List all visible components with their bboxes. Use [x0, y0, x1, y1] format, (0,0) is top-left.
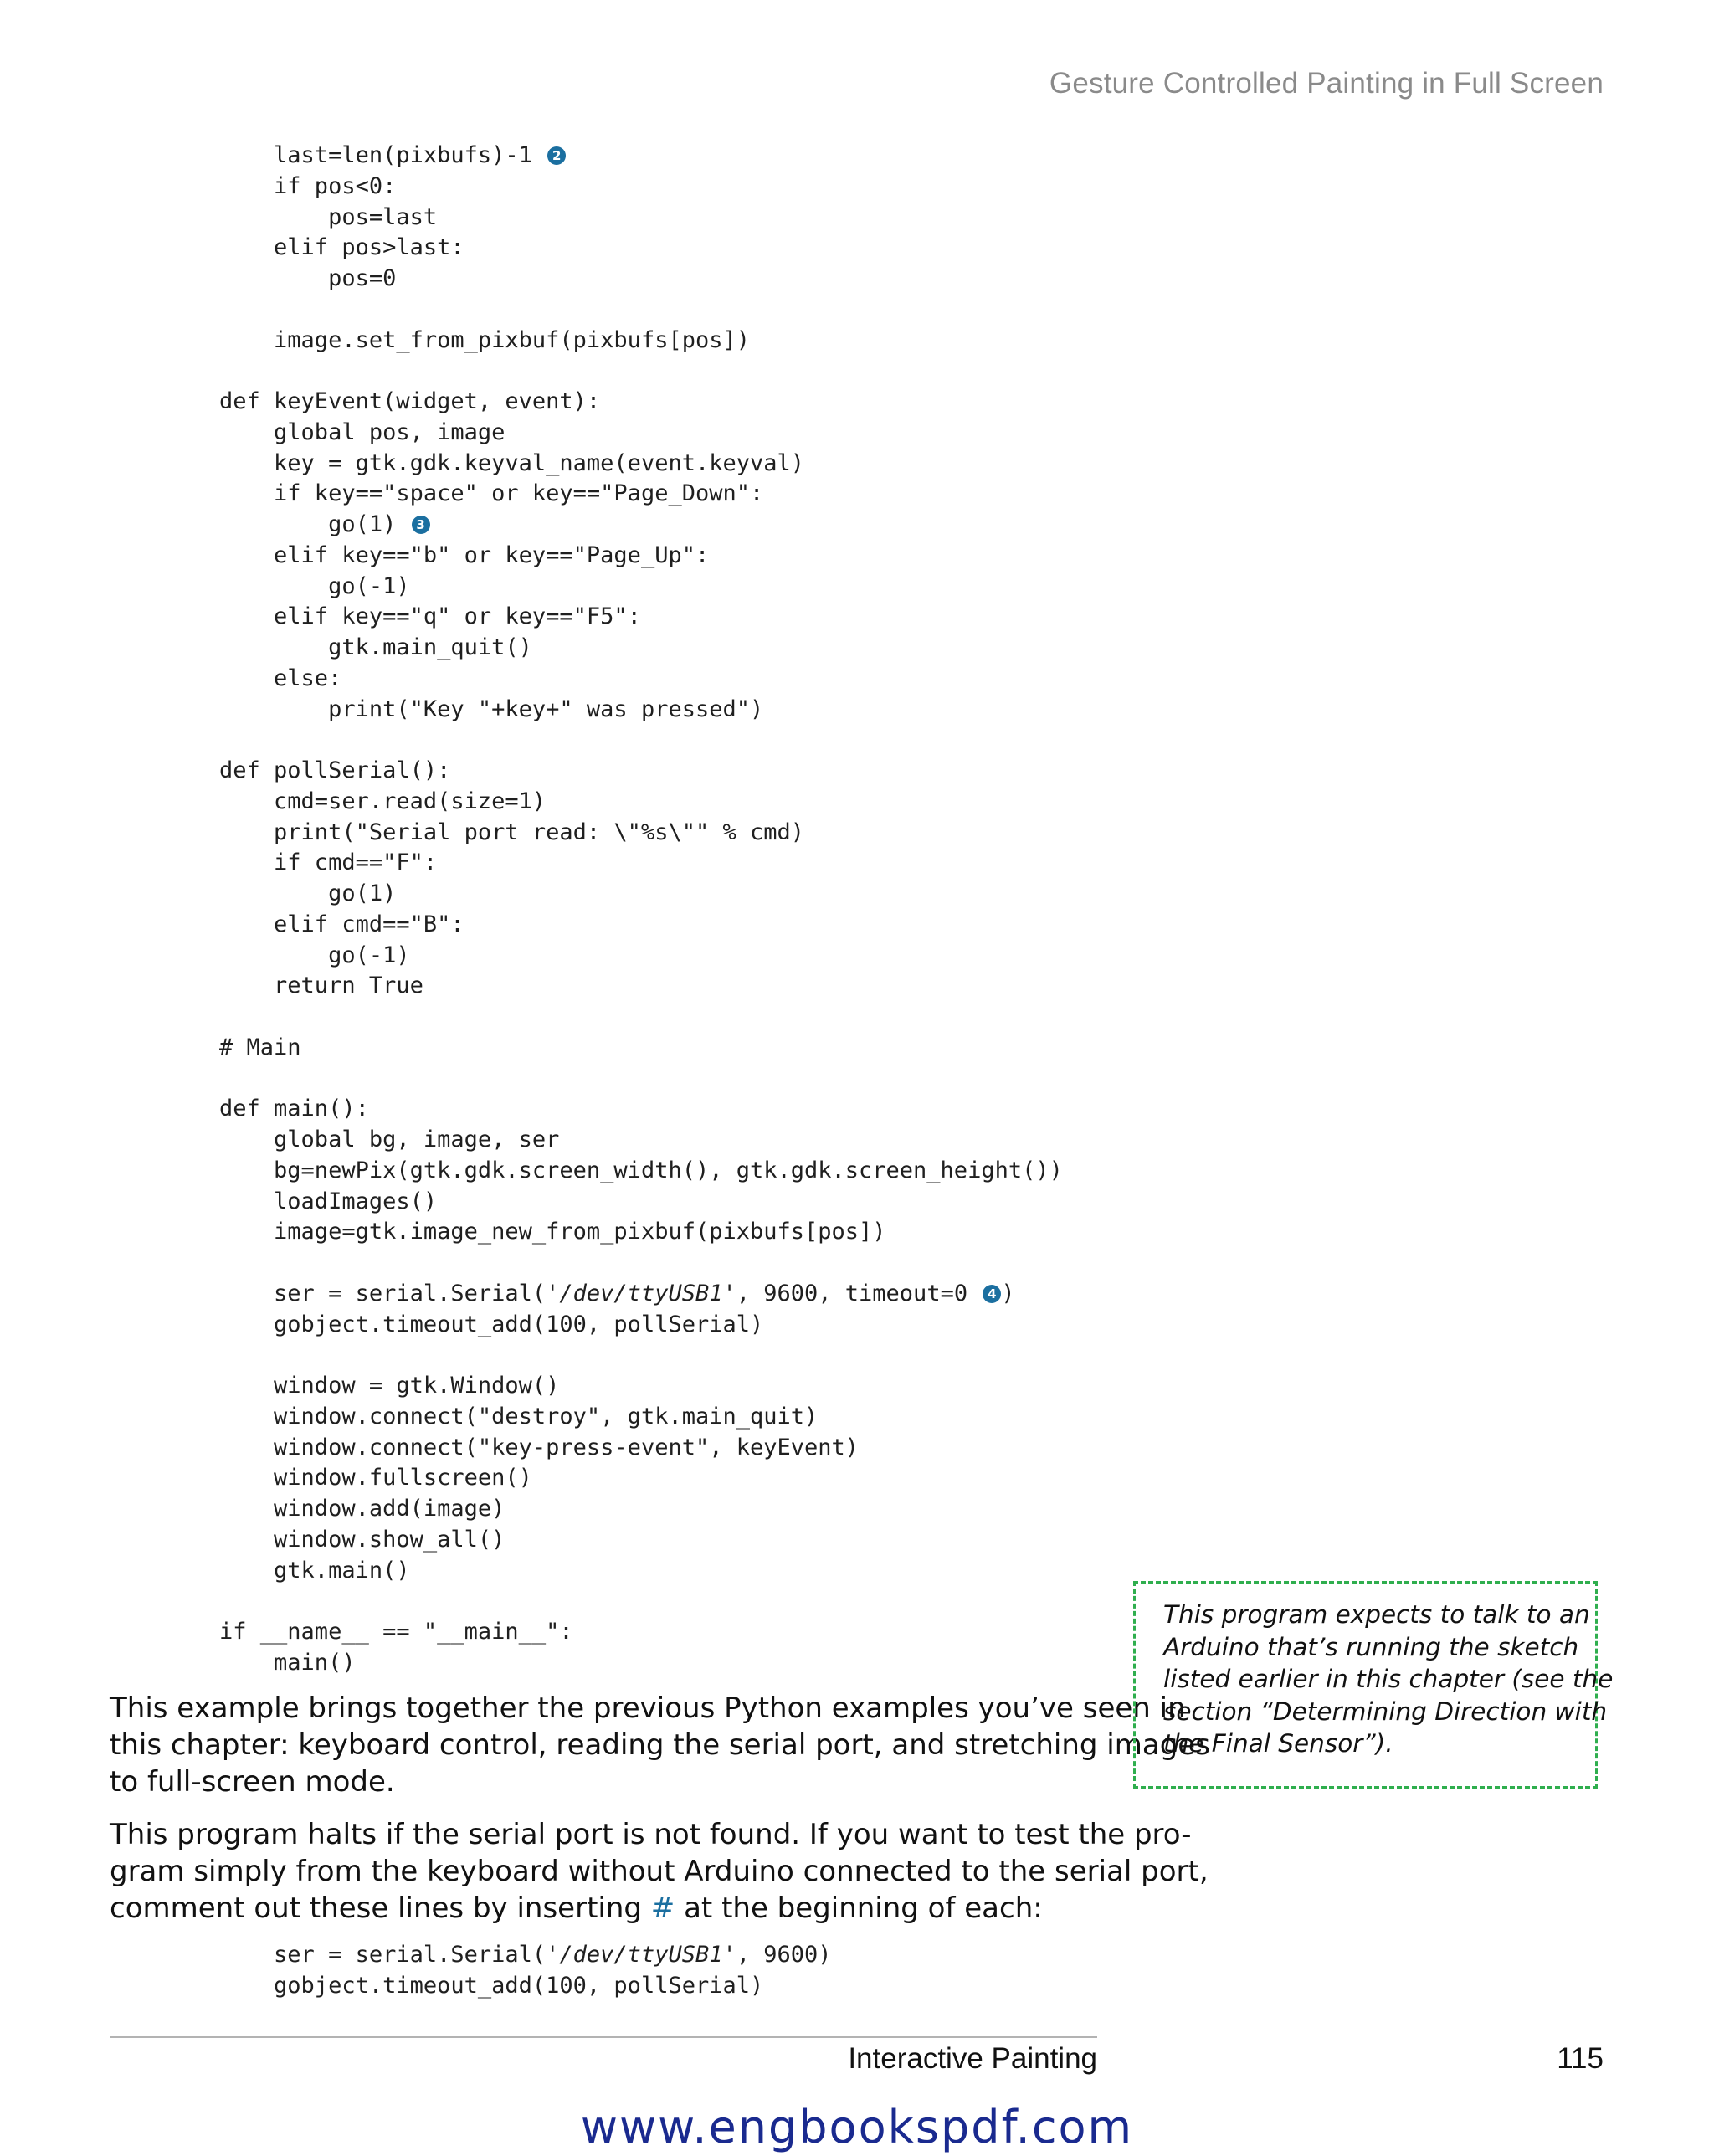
code-line: [165, 295, 1063, 326]
code-line: # Main: [165, 1034, 301, 1060]
paragraph-line: gram simply from the keyboard without Arduino connected to the serial port,: [110, 1855, 1209, 1888]
code-line: gtk.main_quit(): [165, 634, 532, 660]
watermark-link[interactable]: www.engbookspdf.com: [580, 2101, 1134, 2153]
code-line: image=gtk.image_new_from_pixbuf(pixbufs[pos]): [165, 1219, 886, 1245]
code-listing: [165, 141, 1063, 1679]
code-line: bg=newPix(gtk.gdk.screen_width(), gtk.gdk.screen_height()): [165, 1157, 1063, 1183]
code-line: elif key=="q" or key=="F5":: [165, 603, 641, 630]
code-line: cmd=ser.read(size=1): [165, 788, 547, 814]
code-line: [165, 1002, 1063, 1033]
code-line: if pos<0:: [165, 172, 397, 199]
hash-symbol: #: [650, 1892, 675, 1925]
code-line: global pos, image: [165, 418, 505, 445]
code-line: global bg, image, ser: [165, 1127, 560, 1152]
code-line: [165, 1340, 1063, 1371]
code-line: go(-1): [165, 572, 410, 599]
code-line: key = gtk.gdk.keyval_name(event.keyval): [165, 449, 805, 476]
code-snippet: [165, 1940, 832, 2002]
running-head: Gesture Controlled Painting in Full Screen: [1049, 67, 1604, 100]
code-line: window.connect("key-press-event", keyEvent): [165, 1434, 860, 1460]
code-line: go(1) 3: [165, 510, 1063, 541]
callout-marker: 2: [547, 146, 566, 165]
footer-chapter-title: Interactive Painting: [848, 2042, 1097, 2075]
code-line: main(): [165, 1649, 356, 1676]
code-line: elif key=="b" or key=="Page_Up":: [165, 542, 710, 568]
code-line: return True: [165, 973, 423, 999]
code-line: window.add(image): [165, 1496, 505, 1522]
callout-marker: 3: [412, 516, 430, 534]
paragraph-line: This example brings together the previous Python examples you’ve seen in: [110, 1691, 1186, 1725]
sidebar-note: [1133, 1581, 1614, 1789]
code-line: go(1): [165, 880, 397, 906]
code-line: def keyEvent(widget, event):: [165, 388, 601, 414]
body-paragraph: [110, 1816, 1209, 1927]
code-line: pos=last: [165, 203, 438, 230]
code-line: [165, 356, 1063, 387]
code-line: if cmd=="F":: [165, 850, 438, 876]
code-line: elif pos>last:: [165, 234, 464, 261]
code-line: ser = serial.Serial('/dev/ttyUSB1', 9600): [165, 1942, 832, 1968]
code-line: gobject.timeout_add(100, pollSerial): [165, 1311, 764, 1337]
code-line: image.set_from_pixbuf(pixbufs[pos]): [165, 326, 750, 353]
code-line: if key=="space" or key=="Page_Down":: [165, 480, 764, 507]
code-line: [165, 1064, 1063, 1095]
code-line: loadImages(): [165, 1188, 438, 1214]
paragraph-line: comment out these lines by inserting # at the beginning of each:: [110, 1892, 1043, 1925]
code-line: last=len(pixbufs)-1 2: [165, 141, 1063, 172]
code-line: gobject.timeout_add(100, pollSerial): [165, 1972, 764, 1999]
code-line: else:: [165, 665, 342, 691]
code-line: window.fullscreen(): [165, 1465, 532, 1491]
code-line: print("Key "+key+" was pressed"): [165, 696, 764, 722]
note-line: This program expects to talk to an: [1163, 1600, 1590, 1629]
code-line: def pollSerial():: [165, 757, 451, 783]
code-line: elif cmd=="B":: [165, 911, 464, 937]
code-line: [165, 725, 1063, 756]
code-line: print("Serial port read: \"%s\"" % cmd): [165, 819, 805, 845]
code-line: if __name__ == "__main__":: [165, 1619, 573, 1645]
code-line: window.connect("destroy", gtk.main_quit): [165, 1403, 819, 1430]
code-line: def main():: [165, 1096, 369, 1122]
code-line: window.show_all(): [165, 1526, 505, 1553]
code-line: go(-1): [165, 942, 410, 968]
note-line: section “Determining Direction with: [1163, 1697, 1608, 1726]
code-line: [165, 1586, 1063, 1617]
page-number: 115: [1557, 2042, 1604, 2075]
footer-rule: [110, 2036, 1097, 2038]
code-line: window = gtk.Window(): [165, 1373, 560, 1399]
paragraph-line: this chapter: keyboard control, reading the serial port, and stretching images: [110, 1728, 1210, 1762]
code-line: ser = serial.Serial('/dev/ttyUSB1', 9600, timeout=0 4 ): [165, 1280, 1015, 1306]
note-line: the Final Sensor”).: [1163, 1729, 1393, 1758]
note-line: listed earlier in this chapter (see the: [1163, 1665, 1614, 1693]
paragraph-line: to full-screen mode.: [110, 1765, 395, 1799]
code-line: [165, 1248, 1063, 1279]
paragraph-line: This program halts if the serial port is not found. If you want to test the pro-: [110, 1818, 1192, 1851]
body-paragraph: [110, 1690, 1210, 1800]
note-line: Arduino that’s running the sketch: [1163, 1632, 1579, 1661]
code-line: pos=0: [165, 265, 397, 291]
callout-marker: 4: [983, 1285, 1001, 1303]
code-line: gtk.main(): [165, 1557, 410, 1584]
